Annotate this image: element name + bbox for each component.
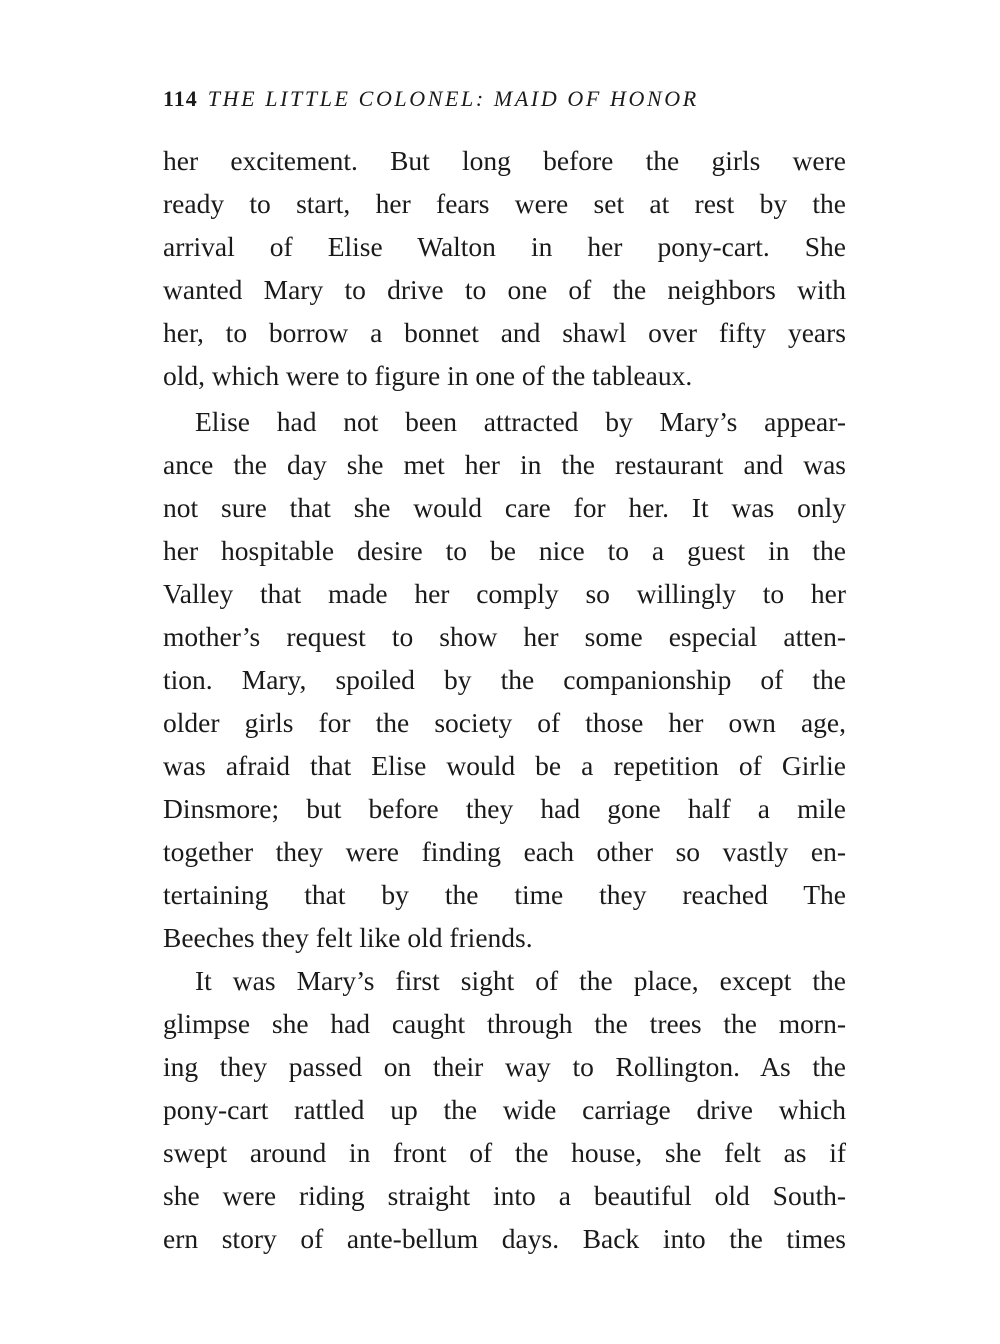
text-line: she were riding straight into a beautiful old South- — [163, 1180, 846, 1211]
text-line: Elise had not been attracted by Mary’s appear- — [195, 406, 846, 437]
text-line: It was Mary’s first sight of the place, except the — [195, 965, 846, 996]
text-line: older girls for the society of those her own age, — [163, 707, 846, 738]
text-line: her, to borrow a bonnet and shawl over fifty years — [163, 317, 846, 348]
text-line: glimpse she had caught through the trees the morn- — [163, 1008, 846, 1039]
text-line: Valley that made her comply so willingly to her — [163, 578, 846, 609]
text-line: ing they passed on their way to Rollington. As the — [163, 1051, 846, 1082]
text-line: ance the day she met her in the restaurant and was — [163, 449, 846, 480]
text-line: swept around in front of the house, she felt as if — [163, 1137, 846, 1168]
page-number: 114 — [163, 86, 198, 111]
text-line: not sure that she would care for her. It was only — [163, 492, 846, 523]
text-line: tertaining that by the time they reached The — [163, 879, 846, 910]
text-line: ern story of ante-bellum days. Back into the times — [163, 1223, 846, 1254]
running-title: THE LITTLE COLONEL: MAID OF HONOR — [207, 86, 699, 111]
text-line: ready to start, her fears were set at rest by the — [163, 188, 846, 219]
text-line: Dinsmore; but before they had gone half a mile — [163, 793, 846, 824]
text-line: together they were finding each other so vastly en- — [163, 836, 846, 867]
text-line: her excitement. But long before the girls were — [163, 145, 846, 176]
text-line: mother’s request to show her some especial atten- — [163, 621, 846, 652]
text-line: wanted Mary to drive to one of the neighbors with — [163, 274, 846, 305]
text-line: her hospitable desire to be nice to a guest in the — [163, 535, 846, 566]
text-line: Beeches they felt like old friends. — [163, 922, 533, 953]
text-line: pony-cart rattled up the wide carriage drive which — [163, 1094, 846, 1125]
text-line: arrival of Elise Walton in her pony-cart. She — [163, 231, 846, 262]
running-header — [163, 86, 853, 116]
text-line: tion. Mary, spoiled by the companionship of the — [163, 664, 846, 695]
text-line: old, which were to figure in one of the tableaux. — [163, 360, 693, 391]
text-line: was afraid that Elise would be a repetition of Girlie — [163, 750, 846, 781]
